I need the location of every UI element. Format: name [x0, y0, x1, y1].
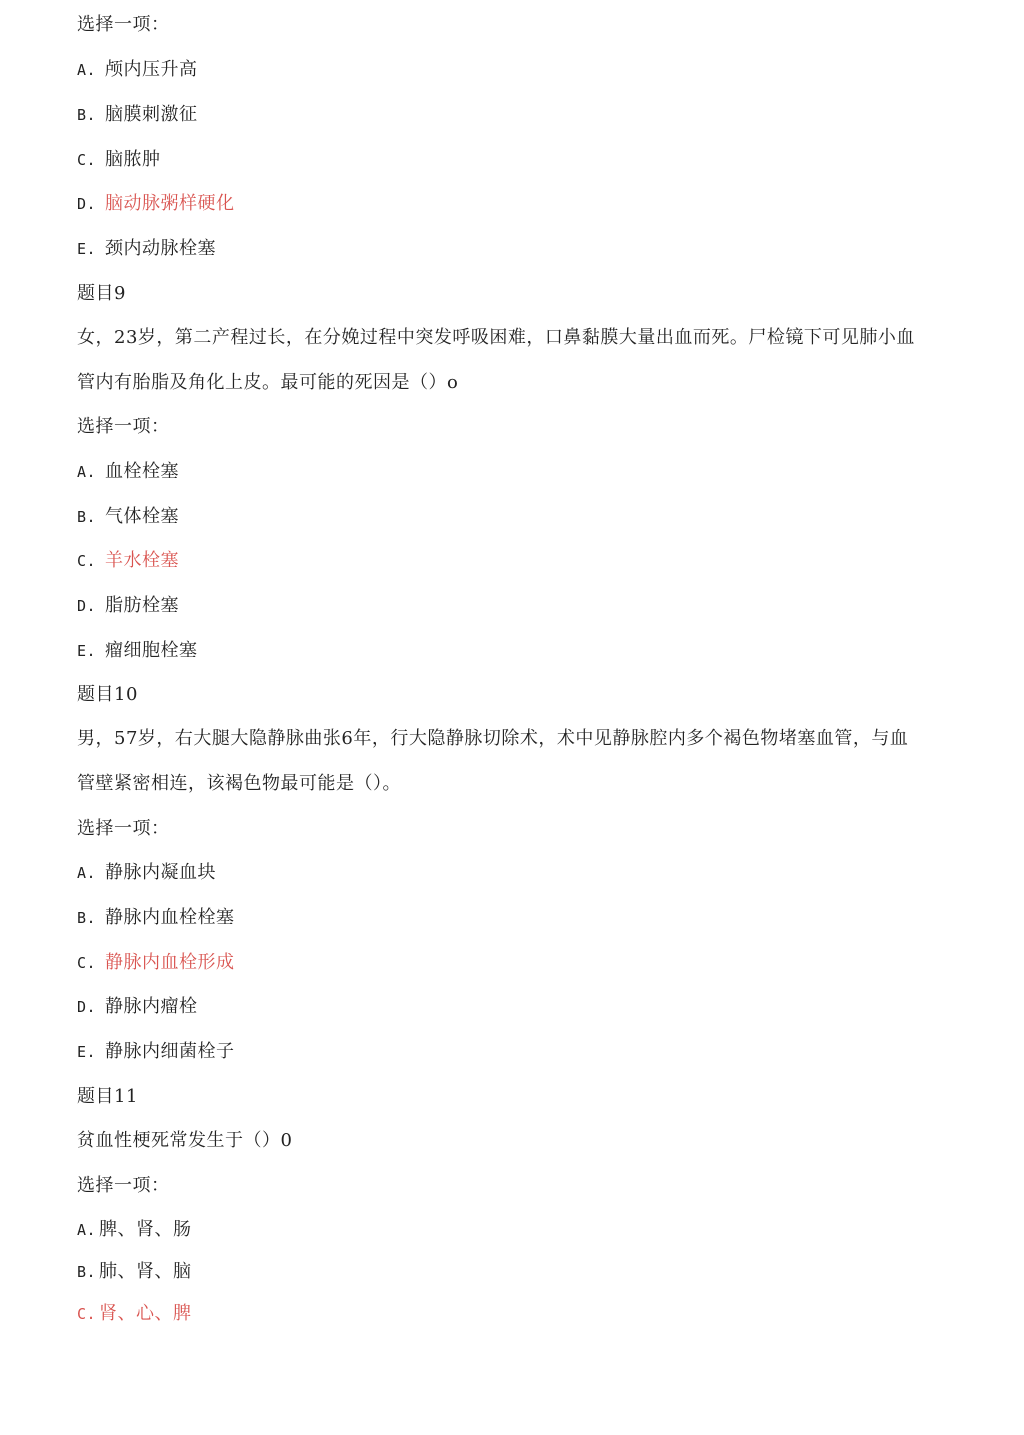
q10-option-b: [77, 906, 235, 930]
correct-option-text: 静脉内血栓形成: [105, 952, 235, 973]
q8-prompt: 选择一项：: [77, 14, 170, 35]
option-letter: B.: [77, 106, 97, 124]
option-letter: C.: [77, 552, 97, 570]
option-text: 肺、肾、脑: [99, 1261, 192, 1282]
option-text: 瘤细胞栓塞: [105, 640, 198, 661]
q11-title: 题目11: [77, 1086, 138, 1107]
q8-option-e: [77, 237, 216, 261]
option-text: 气体栓塞: [105, 506, 179, 527]
q10-title: 题目10: [77, 684, 138, 705]
option-letter: C.: [77, 954, 97, 972]
q8-option-d-correct: [77, 192, 235, 216]
option-letter: B.: [77, 909, 97, 927]
option-text: 脑脓肿: [105, 149, 161, 170]
q9-title: 题目9: [77, 283, 126, 304]
option-text: 脂肪栓塞: [105, 595, 179, 616]
option-letter: B.: [77, 508, 97, 526]
correct-option-text: 羊水栓塞: [105, 550, 179, 571]
option-letter: E.: [77, 1043, 97, 1061]
q9-option-b: [77, 505, 179, 529]
q10-stem-line1: 男，57岁，右大腿大隐静脉曲张6年，行大隐静脉切除术，术中见静脉腔内多个褐色物堵塞血管，与血: [77, 728, 909, 749]
q11-option-c-correct: [77, 1302, 192, 1326]
correct-option-text: 脑动脉粥样硬化: [105, 193, 235, 214]
q10-prompt: 选择一项：: [77, 818, 170, 839]
option-text: 静脉内血栓栓塞: [105, 907, 235, 928]
q10-option-a: [77, 861, 216, 885]
q9-option-a: [77, 460, 179, 484]
option-letter: D.: [77, 195, 97, 213]
option-text: 脾、肾、肠: [99, 1219, 192, 1240]
q11-option-a: [77, 1218, 192, 1242]
q11-option-b: [77, 1260, 192, 1284]
correct-option-text: 肾、心、脾: [99, 1303, 192, 1324]
option-letter: A.: [77, 864, 97, 882]
q9-option-d: [77, 594, 179, 618]
option-text: 颈内动脉栓塞: [105, 238, 216, 259]
option-letter: A.: [77, 1221, 97, 1239]
q10-option-e: [77, 1040, 235, 1064]
option-letter: D.: [77, 998, 97, 1016]
q9-option-c-correct: [77, 549, 179, 573]
option-text: 静脉内细菌栓子: [105, 1041, 235, 1062]
option-letter: E.: [77, 240, 97, 258]
option-text: 脑膜刺激征: [105, 104, 198, 125]
option-letter: D.: [77, 597, 97, 615]
option-letter: A.: [77, 61, 97, 79]
option-text: 静脉内瘤栓: [105, 996, 198, 1017]
q8-option-a: [77, 58, 198, 82]
q8-option-b: [77, 103, 198, 127]
q9-stem-line1: 女，23岁，第二产程过长，在分娩过程中突发呼吸困难，口鼻黏膜大量出血而死。尸检镜下可见肺小血: [77, 327, 915, 348]
q9-option-e: [77, 639, 198, 663]
option-letter: B.: [77, 1263, 97, 1281]
option-text: 静脉内凝血块: [105, 862, 216, 883]
option-letter: E.: [77, 642, 97, 660]
option-letter: C.: [77, 1305, 97, 1323]
option-text: 血栓栓塞: [105, 461, 179, 482]
option-text: 颅内压升高: [105, 59, 198, 80]
option-letter: C.: [77, 151, 97, 169]
q8-option-c: [77, 148, 161, 172]
q9-prompt: 选择一项：: [77, 416, 170, 437]
option-letter: A.: [77, 463, 97, 481]
q10-stem-line2: 管壁紧密相连，该褐色物最可能是（）。: [77, 773, 401, 794]
q9-stem-line2: 管内有胎脂及角化上皮。最可能的死因是（）o: [77, 372, 459, 393]
q11-stem-line1: 贫血性梗死常发生于（）0: [77, 1130, 293, 1151]
q10-option-d: [77, 995, 198, 1019]
q10-option-c-correct: [77, 951, 235, 975]
q11-prompt: 选择一项：: [77, 1175, 170, 1196]
